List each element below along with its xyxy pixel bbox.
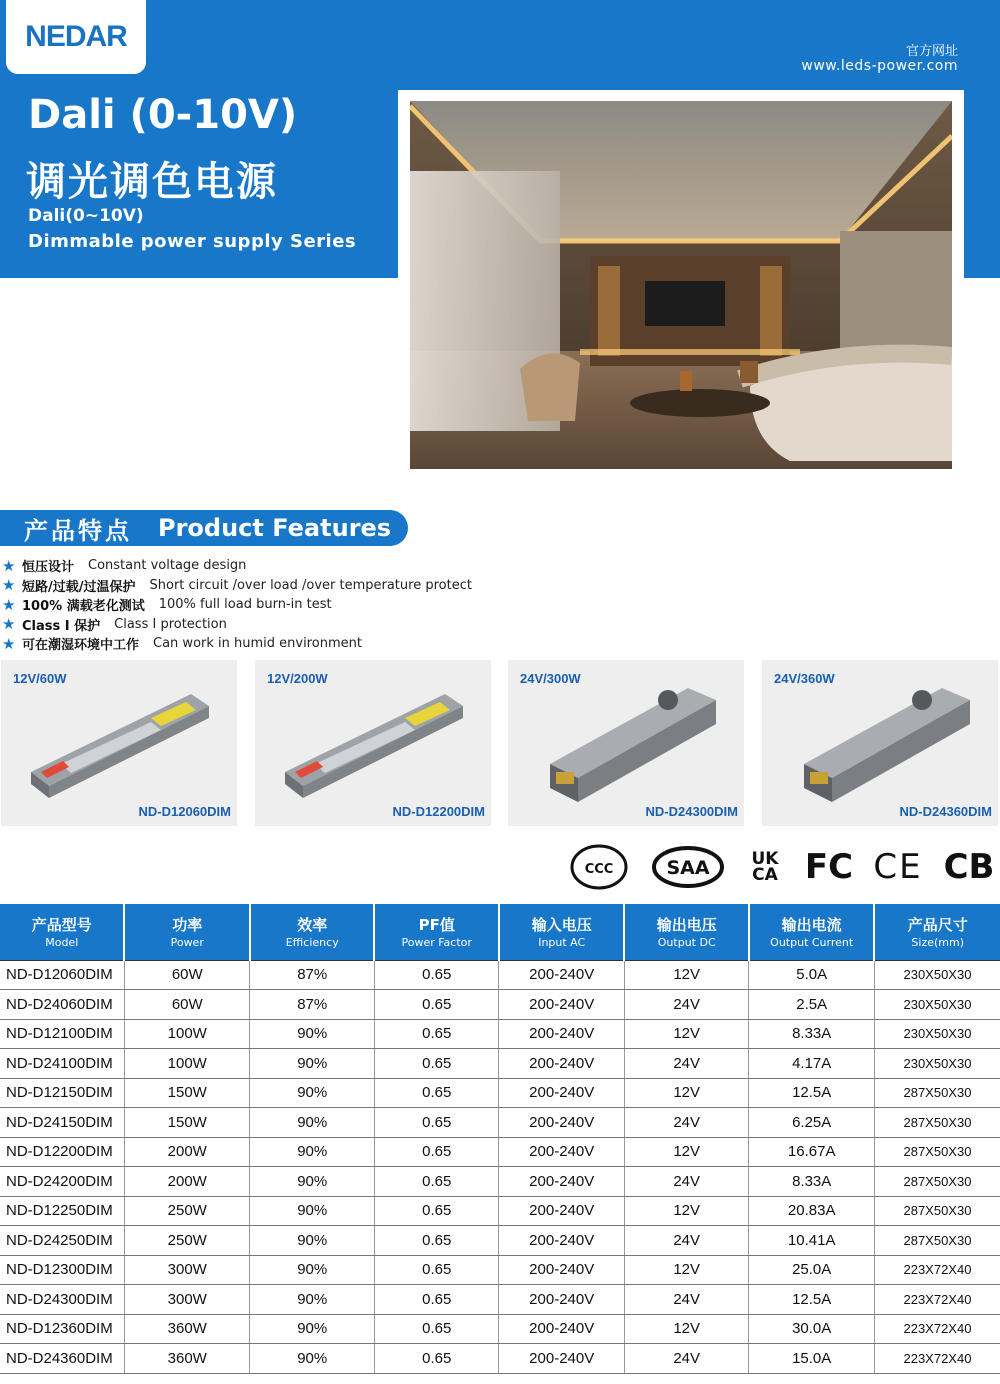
site-url[interactable]: www.leds-power.com — [801, 58, 958, 74]
cell-efficiency: 87% — [250, 990, 374, 1020]
cell-input-ac: 200-240V — [499, 1137, 625, 1167]
cell-output-dc: 12V — [624, 1137, 748, 1167]
header-cn: 输出电流 — [781, 916, 842, 935]
cell-model: ND-D12360DIM — [0, 1314, 124, 1344]
cell-model: ND-D24100DIM — [0, 1049, 124, 1079]
cell-size: 230X50X30 — [874, 1049, 1000, 1079]
cell-output-current: 10.41A — [749, 1226, 875, 1256]
cell-output-dc: 12V — [624, 1019, 748, 1049]
cell-model: ND-D24200DIM — [0, 1167, 124, 1197]
table-row — [0, 1137, 1000, 1167]
cell-input-ac: 200-240V — [499, 990, 625, 1020]
cb-cert-icon — [940, 842, 998, 892]
table-row — [0, 990, 1000, 1020]
cell-output-current: 12.5A — [749, 1285, 875, 1315]
cb-label: CB — [943, 847, 995, 887]
feature-item — [2, 556, 472, 576]
table-row — [0, 1314, 1000, 1344]
cell-power-factor: 0.65 — [374, 1285, 498, 1315]
cell-output-current: 5.0A — [749, 960, 875, 990]
features-banner — [0, 510, 408, 546]
cell-power: 150W — [124, 1078, 250, 1108]
feature-cn: 可在潮湿环境中工作 — [22, 638, 140, 654]
cell-size: 223X72X40 — [874, 1255, 1000, 1285]
cell-output-current: 8.33A — [749, 1019, 875, 1049]
cell-size: 230X50X30 — [874, 960, 1000, 990]
page-title: Dali (0-10V) — [28, 92, 298, 138]
cell-output-current: 15.0A — [749, 1344, 875, 1374]
header-cn: 产品型号 — [31, 916, 92, 935]
series-line-dimmable: Dimmable power supply Series — [28, 231, 357, 252]
cell-power-factor: 0.65 — [374, 1226, 498, 1256]
cell-size: 287X50X30 — [874, 1167, 1000, 1197]
product-card-12200[interactable] — [255, 660, 491, 826]
feature-en: Can work in humid environment — [153, 636, 362, 652]
feature-list — [2, 556, 472, 654]
cell-output-current: 6.25A — [749, 1108, 875, 1138]
cell-model: ND-D24360DIM — [0, 1344, 124, 1374]
cell-efficiency: 90% — [250, 1019, 374, 1049]
cell-size: 223X72X40 — [874, 1344, 1000, 1374]
cell-output-current: 12.5A — [749, 1078, 875, 1108]
cell-power: 360W — [124, 1344, 250, 1374]
feature-en: 100% full load burn-in test — [158, 597, 332, 613]
ccc-cert-icon — [570, 842, 628, 892]
cell-model: ND-D12150DIM — [0, 1078, 124, 1108]
cell-model: ND-D12200DIM — [0, 1137, 124, 1167]
cell-size: 287X50X30 — [874, 1108, 1000, 1138]
cell-power-factor: 0.65 — [374, 1314, 498, 1344]
cell-size: 223X72X40 — [874, 1285, 1000, 1315]
feature-cn: 短路/过载/过温保护 — [22, 579, 136, 595]
cell-model: ND-D24300DIM — [0, 1285, 124, 1315]
cell-input-ac: 200-240V — [499, 1255, 625, 1285]
table-row — [0, 960, 1000, 990]
cell-output-dc: 24V — [624, 1049, 748, 1079]
cell-output-dc: 12V — [624, 1314, 748, 1344]
column-header-output-dc — [624, 904, 748, 960]
feature-cn: 100% 满载老化测试 — [22, 599, 145, 615]
table-row — [0, 1108, 1000, 1138]
column-header-output-current — [749, 904, 875, 960]
cell-efficiency: 90% — [250, 1108, 374, 1138]
cell-input-ac: 200-240V — [499, 960, 625, 990]
cell-input-ac: 200-240V — [499, 1314, 625, 1344]
cell-output-current: 25.0A — [749, 1255, 875, 1285]
header-en: Power — [170, 936, 204, 950]
product-model: ND-D12060DIM — [138, 804, 231, 819]
cell-size: 230X50X30 — [874, 990, 1000, 1020]
cell-model: ND-D24150DIM — [0, 1108, 124, 1138]
product-power: 12V/200W — [267, 671, 328, 686]
cell-input-ac: 200-240V — [499, 1226, 625, 1256]
cell-model: ND-D12060DIM — [0, 960, 124, 990]
ukca-bottom: CA — [752, 865, 778, 885]
table-row — [0, 1019, 1000, 1049]
cell-output-current: 4.17A — [749, 1049, 875, 1079]
cell-power-factor: 0.65 — [374, 1167, 498, 1197]
certification-logos — [560, 842, 1000, 892]
cell-power: 60W — [124, 960, 250, 990]
spec-table — [0, 904, 1000, 1374]
cell-size: 223X72X40 — [874, 1314, 1000, 1344]
table-header-row — [0, 904, 1000, 960]
fcc-label: FC — [804, 847, 854, 887]
cell-size: 287X50X30 — [874, 1078, 1000, 1108]
cell-power: 250W — [124, 1226, 250, 1256]
logo-text: NEDAR — [25, 20, 127, 53]
cell-input-ac: 200-240V — [499, 1196, 625, 1226]
star-icon: ★ — [2, 556, 16, 575]
cell-power-factor: 0.65 — [374, 1196, 498, 1226]
cell-efficiency: 87% — [250, 960, 374, 990]
fcc-cert-icon — [804, 842, 854, 892]
star-icon: ★ — [2, 595, 16, 614]
cell-power: 250W — [124, 1196, 250, 1226]
column-header-power-factor — [374, 904, 498, 960]
product-card-24300[interactable] — [508, 660, 744, 826]
cell-power-factor: 0.65 — [374, 1108, 498, 1138]
header-cn: 输入电压 — [531, 916, 592, 935]
cell-input-ac: 200-240V — [499, 1108, 625, 1138]
cell-efficiency: 90% — [250, 1344, 374, 1374]
cell-size: 287X50X30 — [874, 1226, 1000, 1256]
ccc-label: CCC — [584, 862, 614, 877]
header-en: Input AC — [538, 936, 586, 950]
cell-output-dc: 24V — [624, 1167, 748, 1197]
cell-output-dc: 24V — [624, 990, 748, 1020]
feature-cn: Class I 保护 — [22, 618, 101, 634]
cell-power-factor: 0.65 — [374, 990, 498, 1020]
cell-output-current: 30.0A — [749, 1314, 875, 1344]
cell-efficiency: 90% — [250, 1314, 374, 1344]
cell-input-ac: 200-240V — [499, 1344, 625, 1374]
header-cn: 效率 — [297, 916, 328, 935]
product-model: ND-D12200DIM — [392, 804, 485, 819]
ce-label: CE — [873, 847, 923, 887]
ukca-cert-icon — [746, 842, 784, 892]
table-row — [0, 1078, 1000, 1108]
cell-input-ac: 200-240V — [499, 1049, 625, 1079]
cell-power: 200W — [124, 1137, 250, 1167]
features-title-en: Product Features — [158, 514, 392, 542]
cell-output-dc: 24V — [624, 1344, 748, 1374]
cell-input-ac: 200-240V — [499, 1019, 625, 1049]
cell-power: 100W — [124, 1019, 250, 1049]
cell-efficiency: 90% — [250, 1285, 374, 1315]
cell-output-dc: 24V — [624, 1285, 748, 1315]
product-power: 12V/60W — [13, 671, 67, 686]
header-cn: 功率 — [172, 916, 203, 935]
cell-output-dc: 24V — [624, 1108, 748, 1138]
table-row — [0, 1167, 1000, 1197]
cell-input-ac: 200-240V — [499, 1285, 625, 1315]
cell-power: 60W — [124, 990, 250, 1020]
feature-item — [2, 576, 472, 596]
cell-output-current: 16.67A — [749, 1137, 875, 1167]
product-model: ND-D24300DIM — [645, 804, 738, 819]
cell-power: 150W — [124, 1108, 250, 1138]
cell-input-ac: 200-240V — [499, 1167, 625, 1197]
logo[interactable] — [6, 0, 146, 74]
cell-model: ND-D12100DIM — [0, 1019, 124, 1049]
cell-model: ND-D12250DIM — [0, 1196, 124, 1226]
feature-item — [2, 595, 472, 615]
series-line-dali: Dali(0~10V) — [28, 206, 144, 226]
product-card-24360[interactable] — [762, 660, 998, 826]
feature-en: Constant voltage design — [88, 558, 247, 574]
cell-power-factor: 0.65 — [374, 1019, 498, 1049]
cell-size: 287X50X30 — [874, 1137, 1000, 1167]
feature-en: Short circuit /over load /over temperature protect — [149, 577, 472, 593]
column-header-power — [124, 904, 250, 960]
star-icon: ★ — [2, 615, 16, 634]
cell-output-dc: 12V — [624, 1196, 748, 1226]
cell-power: 300W — [124, 1255, 250, 1285]
header-en: Efficiency — [285, 936, 339, 950]
spec-table-body — [0, 960, 1000, 1373]
star-icon: ★ — [2, 576, 16, 595]
table-row — [0, 1226, 1000, 1256]
saa-label: SAA — [666, 857, 710, 879]
cell-efficiency: 90% — [250, 1078, 374, 1108]
site-label: 官方网址 — [905, 44, 958, 59]
cell-size: 287X50X30 — [874, 1196, 1000, 1226]
product-power: 24V/300W — [520, 671, 581, 686]
cell-output-dc: 24V — [624, 1226, 748, 1256]
product-power: 24V/360W — [774, 671, 835, 686]
star-icon: ★ — [2, 634, 16, 653]
ukca-top: UK — [751, 849, 779, 869]
table-row — [0, 1285, 1000, 1315]
column-header-input-ac — [499, 904, 625, 960]
header-en: Model — [45, 936, 79, 950]
cell-power: 200W — [124, 1167, 250, 1197]
feature-cn: 恒压设计 — [22, 560, 75, 576]
cell-power-factor: 0.65 — [374, 1255, 498, 1285]
header-cn: PF值 — [418, 916, 455, 935]
cell-model: ND-D12300DIM — [0, 1255, 124, 1285]
cell-power-factor: 0.65 — [374, 1137, 498, 1167]
cell-model: ND-D24250DIM — [0, 1226, 124, 1256]
page-subtitle-cn: 调光调色电源 — [26, 159, 278, 205]
cell-efficiency: 90% — [250, 1137, 374, 1167]
header-cn: 产品尺寸 — [907, 916, 968, 935]
header-en: Size(mm) — [911, 936, 965, 950]
cell-efficiency: 90% — [250, 1049, 374, 1079]
cell-model: ND-D24060DIM — [0, 990, 124, 1020]
product-model: ND-D24360DIM — [899, 804, 992, 819]
header-cn: 输出电压 — [656, 916, 717, 935]
table-row — [0, 1196, 1000, 1226]
saa-cert-icon — [652, 842, 724, 892]
table-row — [0, 1049, 1000, 1079]
feature-item — [2, 634, 472, 654]
cell-power: 360W — [124, 1314, 250, 1344]
table-row — [0, 1255, 1000, 1285]
header-en: Output Current — [770, 936, 854, 950]
cell-output-dc: 12V — [624, 960, 748, 990]
cell-power-factor: 0.65 — [374, 1078, 498, 1108]
cell-power-factor: 0.65 — [374, 1344, 498, 1374]
cell-output-current: 2.5A — [749, 990, 875, 1020]
ce-cert-icon — [872, 842, 924, 892]
header-en: Output DC — [657, 936, 716, 950]
features-title-cn: 产品特点 — [24, 516, 132, 545]
living-room-photo — [410, 101, 952, 469]
column-header-efficiency — [250, 904, 374, 960]
cell-output-current: 8.33A — [749, 1167, 875, 1197]
column-header-size — [874, 904, 1000, 960]
table-row — [0, 1344, 1000, 1374]
cell-input-ac: 200-240V — [499, 1078, 625, 1108]
cell-output-current: 20.83A — [749, 1196, 875, 1226]
header-en: Power Factor — [401, 936, 472, 950]
cell-power-factor: 0.65 — [374, 960, 498, 990]
cell-efficiency: 90% — [250, 1167, 374, 1197]
cell-power-factor: 0.65 — [374, 1049, 498, 1079]
cell-output-dc: 12V — [624, 1255, 748, 1285]
cell-efficiency: 90% — [250, 1196, 374, 1226]
cell-efficiency: 90% — [250, 1226, 374, 1256]
cell-output-dc: 12V — [624, 1078, 748, 1108]
cell-efficiency: 90% — [250, 1255, 374, 1285]
cell-power: 300W — [124, 1285, 250, 1315]
product-card-12060[interactable] — [1, 660, 237, 826]
feature-en: Class I protection — [114, 616, 227, 632]
feature-item — [2, 615, 472, 635]
cell-size: 230X50X30 — [874, 1019, 1000, 1049]
column-header-model — [0, 904, 124, 960]
cell-power: 100W — [124, 1049, 250, 1079]
